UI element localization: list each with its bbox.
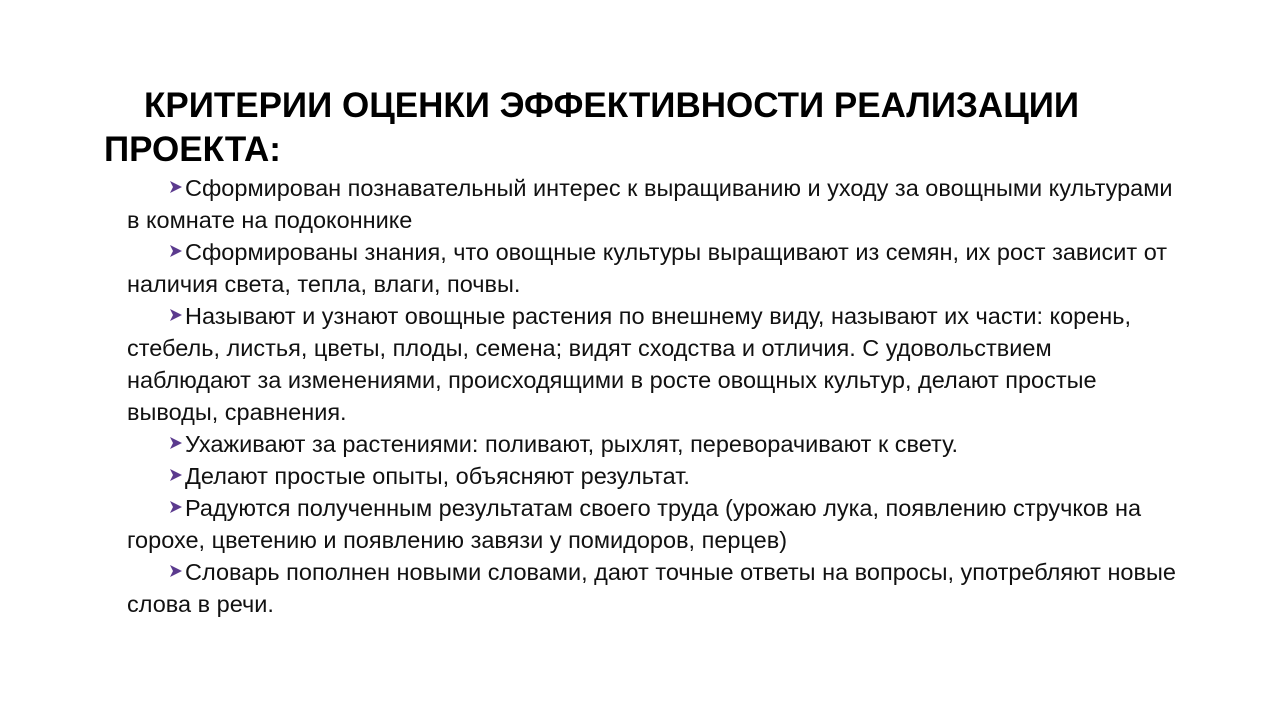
- list-item: [127, 428, 1177, 460]
- slide-title: КРИТЕРИИ ОЦЕНКИ ЭФФЕКТИВНОСТИ РЕАЛИЗАЦИИ ПРОЕКТА:: [104, 86, 1080, 169]
- arrowhead-bullet-icon: [167, 180, 185, 194]
- arrowhead-bullet-icon: [167, 436, 185, 450]
- list-item: [127, 236, 1177, 300]
- list-item-text: Сформированы знания, что овощные культуры выращивают из семян, их рост зависит от наличия света, тепла, влаги, почвы.: [127, 239, 1168, 297]
- list-item: [127, 492, 1177, 556]
- list-item: [127, 172, 1177, 236]
- list-item-text: Ухаживают за растениями: поливают, рыхлят, переворачивают к свету.: [185, 431, 958, 457]
- list-item: [127, 300, 1177, 428]
- arrowhead-bullet-icon: [167, 244, 185, 258]
- list-item-text: Радуются полученным результатам своего труда (урожаю лука, появлению стручков на горохе, цветению и появлению завязи у помидоров, перцев): [127, 495, 1142, 553]
- list-item-text: Сформирован познавательный интерес к выращиванию и уходу за овощными культурами в комнате на подоконнике: [127, 175, 1173, 233]
- arrowhead-bullet-icon: [167, 308, 185, 322]
- list-item-text: Называют и узнают овощные растения по внешнему виду, называют их части: корень, стебель, листья, цветы, плоды, семена; видят сходства и отличия. С удовольствием наблюдают за изменениями, происходящими в росте овощных культур, делают простые выводы, сравнения.: [127, 303, 1132, 425]
- criteria-list: [127, 172, 1177, 620]
- arrowhead-bullet-icon: [167, 500, 185, 514]
- arrowhead-bullet-icon: [167, 468, 185, 482]
- list-item-text: Словарь пополнен новыми словами, дают точные ответы на вопросы, употребляют новые слова в речи.: [127, 559, 1176, 617]
- list-item: [127, 556, 1177, 620]
- list-item: [127, 460, 1177, 492]
- arrowhead-bullet-icon: [167, 564, 185, 578]
- list-item-text: Делают простые опыты, объясняют результат.: [185, 463, 690, 489]
